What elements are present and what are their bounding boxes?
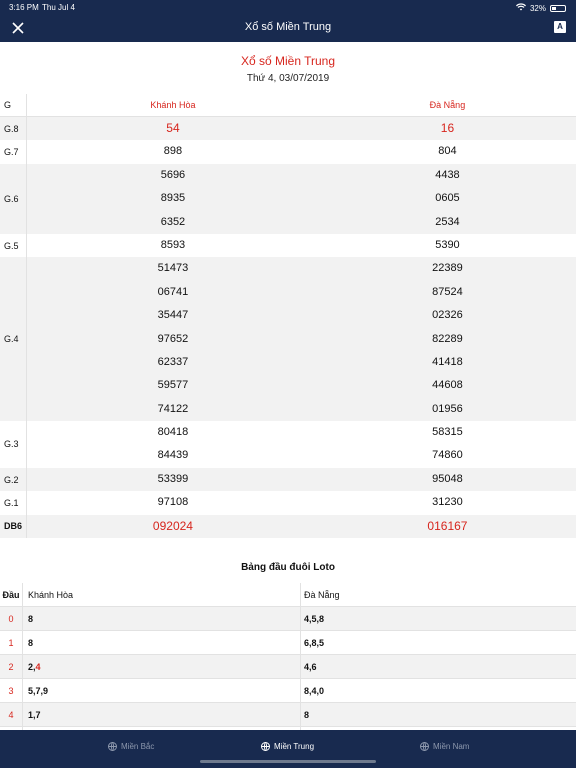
prize-number: 4438 [435,168,460,181]
da-nang-numbers [319,140,576,163]
da-nang-numbers [319,515,576,538]
home-indicator[interactable] [200,760,376,763]
prize-label: G.8 [0,117,27,141]
prize-row [0,491,576,514]
content [0,42,576,730]
prize-number: 95048 [432,472,463,485]
da-nang-numbers [319,117,576,141]
da-nang-numbers [319,164,576,234]
loto-dau: 4 [0,703,23,727]
prize-number: 898 [163,145,183,158]
nav-title: Xổ số Miền Trung [244,21,332,33]
wifi-icon [516,3,526,13]
loto-da-nang: 6,8,5 [301,631,576,655]
page-title: Xổ số Miền Trung [240,54,336,68]
globe-icon [420,742,429,751]
da-nang-numbers [319,468,576,491]
prize-number: 84439 [157,449,189,462]
tab-label: Miền Bắc [121,741,155,751]
tab-label: Miền Trung [274,741,315,751]
khanh-hoa-numbers [27,164,319,234]
loto-col-khanh-hoa: Khánh Hòa [23,583,301,607]
results-header-row [0,94,576,117]
loto-dau: 3 [0,679,23,703]
prize-number: 82289 [432,332,463,345]
prize-row [0,257,576,421]
tab-mien-nam[interactable] [420,739,469,753]
tab-label: Miền Nam [433,741,470,751]
status-bar [0,0,576,14]
loto-dau: 0 [0,607,23,631]
da-nang-numbers [319,257,576,421]
khanh-hoa-numbers [27,234,319,257]
prize-row [0,164,576,234]
loto-table [0,583,576,751]
globe-icon [261,742,270,751]
loto-da-nang: 8,4,0 [301,679,576,703]
status-right [516,3,566,13]
khanh-hoa-numbers [27,117,319,141]
loto-khanh-hoa: 8 [23,631,301,655]
loto-khanh-hoa [23,655,301,679]
loto-col-da-nang: Đà Nẵng [301,583,576,607]
khanh-hoa-numbers [27,257,319,421]
prize-label: DB6 [0,515,27,538]
prize-label: G.7 [0,140,27,163]
prize-row [0,515,576,538]
prize-number: 5390 [435,238,460,251]
prize-number: 54 [166,121,180,135]
prize-label: G.3 [0,421,27,468]
status-time: 3:16 PM [9,3,39,12]
loto-da-nang: 4,5,8 [301,607,576,631]
prize-number: 51473 [157,262,189,275]
prize-number: 22389 [432,262,463,275]
province-header-khanh-hoa: Khánh Hòa [27,94,319,117]
prize-number: 8935 [160,192,186,205]
khanh-hoa-numbers [27,468,319,491]
tab-mien-bac[interactable] [108,739,154,753]
loto-row [0,655,576,679]
prize-number: 016167 [427,518,468,533]
font-size-button[interactable]: A [554,21,566,33]
loto-khanh-hoa: 1,7 [23,703,301,727]
battery-icon [550,5,566,12]
loto-da-nang: 4,6 [301,655,576,679]
loto-khanh-hoa: 5,7,9 [23,679,301,703]
status-date: Thu Jul 4 [42,3,75,12]
prize-label: G.2 [0,468,27,491]
prize-number: 5696 [160,168,186,181]
prize-label: G.5 [0,234,27,257]
khanh-hoa-numbers [27,140,319,163]
prize-label: G.6 [0,164,27,234]
prize-number: 0605 [435,192,460,205]
loto-row [0,703,576,727]
prize-row [0,140,576,163]
loto-row [0,631,576,655]
loto-khanh-hoa: 8 [23,607,301,631]
results-table [0,94,576,538]
prize-number: 8593 [160,238,186,251]
globe-icon [108,742,117,751]
da-nang-numbers [319,421,576,468]
da-nang-numbers [319,491,576,514]
prize-number: 74860 [432,449,463,462]
prize-row [0,421,576,468]
prize-number: 804 [438,145,457,158]
draw-date: Thứ 4, 03/07/2019 [246,73,330,84]
prize-number: 58315 [432,426,463,439]
loto-digit-highlight: 4 [35,661,41,672]
prize-number: 44608 [432,379,463,392]
prize-label: G.1 [0,491,27,514]
khanh-hoa-numbers [27,491,319,514]
prize-number: 092024 [152,518,193,533]
loto-da-nang: 8 [301,703,576,727]
prize-label: G.4 [0,257,27,421]
loto-digit: 2, [28,661,36,672]
loto-row [0,679,576,703]
khanh-hoa-numbers [27,515,319,538]
loto-header-row [0,583,576,607]
province-header-da-nang: Đà Nẵng [319,94,576,117]
prize-number: 2534 [435,215,460,228]
prize-number: 16 [440,121,455,135]
prize-number: 35447 [157,309,189,322]
prize-row [0,468,576,491]
prize-number: 74122 [157,402,189,415]
prize-number: 41418 [432,355,463,368]
prize-number: 6352 [160,215,186,228]
da-nang-numbers [319,234,576,257]
nav-bar [0,14,576,42]
prize-number: 01956 [432,402,463,415]
loto-title: Bảng đầu đuôi Loto [241,562,335,573]
prize-number: 02326 [432,309,463,322]
loto-dau: 2 [0,655,23,679]
prize-number: 31230 [432,496,463,509]
battery-percent: 32% [529,3,546,13]
loto-col-dau: Đầu [0,583,23,607]
loto-dau: 1 [0,631,23,655]
prize-row [0,117,576,141]
khanh-hoa-numbers [27,421,319,468]
prize-number: 53399 [157,472,189,485]
prize-number: 62337 [157,355,189,368]
prize-number: 97652 [157,332,189,345]
loto-row [0,607,576,631]
prize-number: 80418 [157,426,189,439]
prize-number: 87524 [432,285,463,298]
col-g-header: G [0,94,27,117]
prize-number: 06741 [157,285,189,298]
tab-mien-trung[interactable] [261,739,314,753]
prize-row [0,234,576,257]
prize-number: 97108 [157,496,189,509]
prize-number: 59577 [157,379,189,392]
